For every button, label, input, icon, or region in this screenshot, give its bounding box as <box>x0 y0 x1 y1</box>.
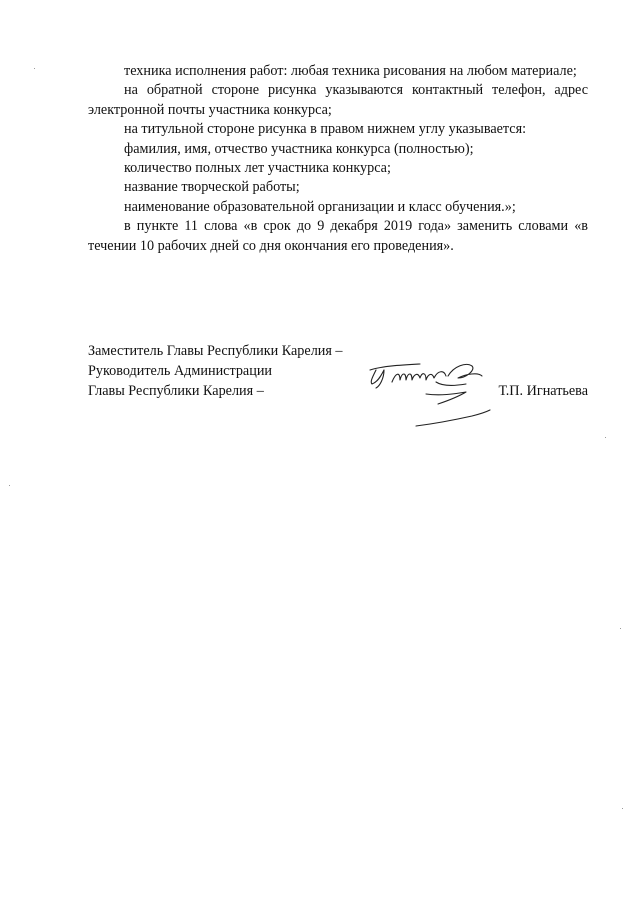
paragraph-organization: наименование образовательной организации и класс обучения.»; <box>124 198 516 215</box>
signatory-position-line-2: Руководитель Администрации <box>88 363 273 379</box>
paragraph-title-side: на титульной стороне рисунка в правом нижнем углу указывается: <box>124 121 527 138</box>
signature-block <box>88 341 588 441</box>
handwritten-signature <box>362 360 502 432</box>
scan-speck <box>605 437 606 438</box>
paragraph-technique: техника исполнения работ: любая техника рисования на любом материале; <box>124 63 577 79</box>
paragraph-reverse-side: на обратной стороне рисунка указываются контактный телефон, адрес электронной почты участника конкурса; <box>88 82 588 118</box>
paragraph-clause-11: в пункте 11 слова «в срок до 9 декабря 2019 года» заменить словами «в течении 10 рабочих дней со дня окончания его проведения». <box>88 218 588 254</box>
paragraph-work-title: название творческой работы; <box>124 179 300 196</box>
scan-speck <box>622 808 623 809</box>
scan-speck <box>34 68 35 69</box>
signatory-name: Т.П. Игнатьева <box>498 383 588 399</box>
scan-speck <box>9 485 10 486</box>
scan-speck <box>620 628 621 629</box>
signatory-position-line-1: Заместитель Главы Республики Карелия – <box>88 343 343 359</box>
paragraph-age: количество полных лет участника конкурса; <box>124 160 391 177</box>
paragraph-full-name: фамилия, имя, отчество участника конкурса (полностью); <box>124 140 474 157</box>
document-body <box>88 62 588 256</box>
signatory-position-line-3: Главы Республики Карелия – <box>88 383 264 399</box>
